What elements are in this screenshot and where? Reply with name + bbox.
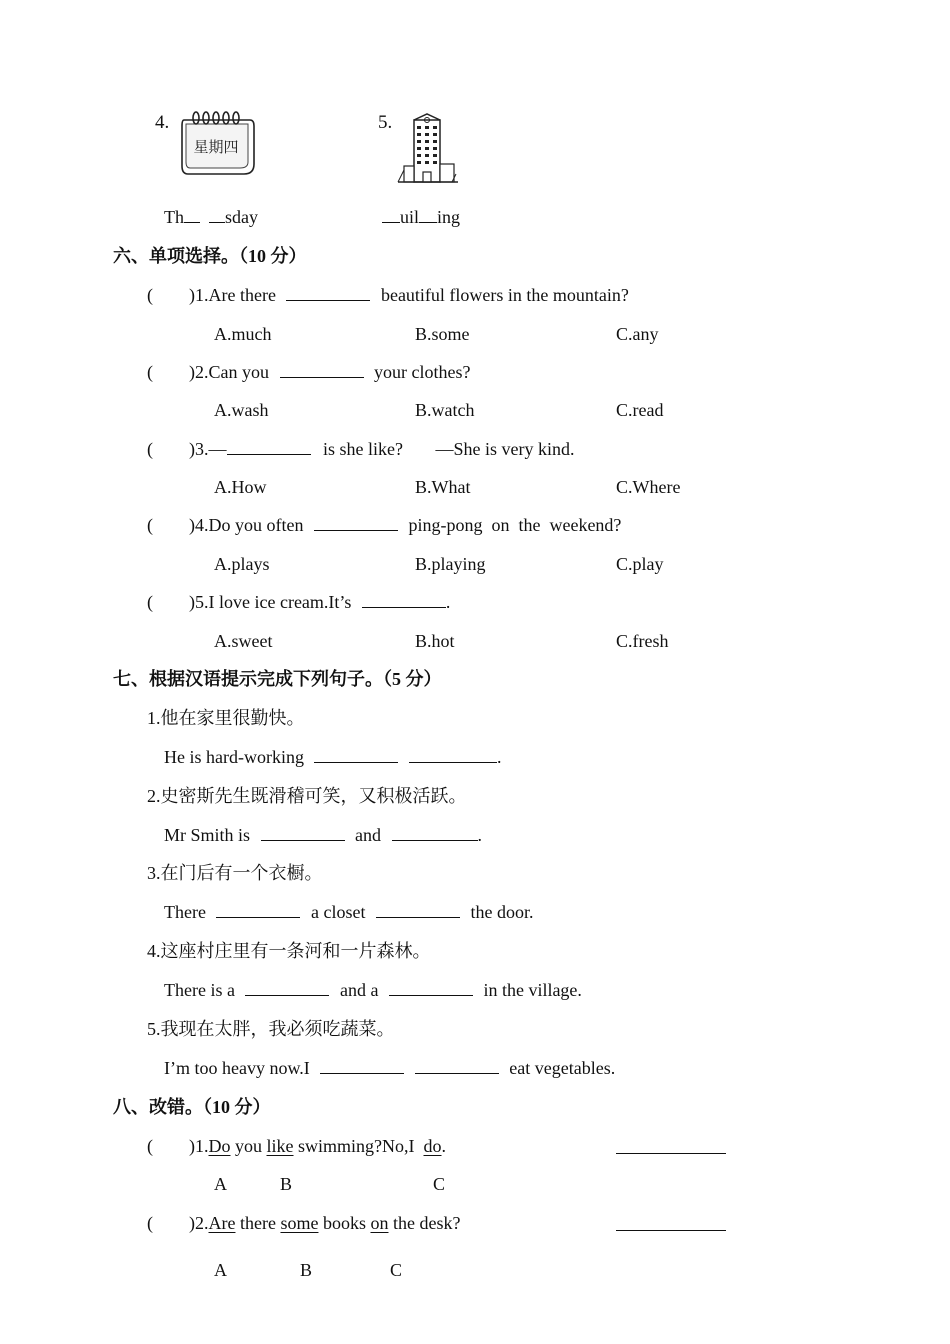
question-text: )1.Are there (189, 285, 276, 305)
english-sentence (164, 1057, 615, 1079)
chinese-prompt: 2.史密斯先生既滑稽可笑，又积极活跃。 (147, 786, 467, 806)
word-fill-building (382, 206, 460, 228)
answer-blank[interactable] (314, 746, 398, 763)
label-b: B (280, 1174, 293, 1194)
option-b[interactable]: B.What (415, 477, 471, 497)
word-fill-thursday (164, 206, 258, 228)
word-part: Th (164, 207, 184, 227)
sentence-text: . (477, 825, 483, 845)
chinese-prompt: 3.在门后有一个衣橱。 (147, 863, 323, 883)
question-text: )2.Can you (189, 362, 269, 382)
word-part: sday (225, 207, 258, 227)
sentence-text: and (355, 825, 382, 845)
label-b: B (300, 1260, 313, 1280)
option-c[interactable]: C.Where (616, 477, 681, 497)
question-text: you (230, 1136, 267, 1156)
question-text: . (441, 1136, 446, 1156)
answer-blank[interactable] (376, 901, 460, 918)
question-number: )2. (189, 1213, 209, 1233)
option-a[interactable]: A.much (214, 324, 272, 344)
answer-paren[interactable]: ( (147, 515, 153, 535)
question-8-1 (147, 1135, 446, 1157)
question-text: is she like? (323, 439, 403, 459)
english-sentence (164, 824, 482, 846)
question-6-4 (147, 514, 621, 536)
underlined-word-b: like (266, 1136, 294, 1156)
question-number: )1. (189, 1136, 209, 1156)
underlined-word-c: do (423, 1136, 442, 1156)
sentence-text: I’m too heavy now.I (164, 1058, 310, 1078)
question-text: books (318, 1213, 371, 1233)
chinese-prompt: 4.这座村庄里有一条河和一片森林。 (147, 941, 431, 961)
sentence-text: . (496, 747, 502, 767)
picture-number-5: 5. (378, 112, 393, 133)
answer-blank[interactable] (389, 979, 473, 996)
question-text: your clothes? (374, 362, 471, 382)
letter-blank[interactable] (419, 206, 437, 223)
option-c[interactable]: C.read (616, 400, 664, 420)
option-a[interactable]: A.How (214, 477, 267, 497)
underlined-word-a: Are (208, 1213, 236, 1233)
answer-paren[interactable]: ( (147, 285, 153, 305)
answer-paren[interactable]: ( (147, 362, 153, 382)
question-6-1 (147, 284, 629, 306)
letter-blank[interactable] (382, 206, 400, 223)
sentence-text: and a (339, 980, 379, 1000)
english-sentence (164, 746, 501, 768)
option-b[interactable]: B.some (415, 324, 470, 344)
question-6-3 (147, 438, 574, 460)
question-text: )4.Do you often (189, 515, 304, 535)
answer-blank[interactable] (245, 979, 329, 996)
sentence-text: There is a (164, 980, 235, 1000)
letter-blank[interactable] (209, 206, 225, 223)
question-text: the desk? (388, 1213, 461, 1233)
picture-number-4: 4. (155, 112, 170, 133)
label-c: C (390, 1260, 403, 1280)
question-text: beautiful flowers in the mountain? (380, 285, 629, 305)
answer-blank[interactable] (227, 438, 311, 455)
option-b[interactable]: B.playing (415, 554, 486, 574)
english-sentence (164, 901, 533, 923)
sentence-text: Mr Smith is (164, 825, 251, 845)
answer-blank[interactable] (280, 361, 364, 378)
letter-blank[interactable] (184, 206, 200, 223)
question-text: )3.— (189, 439, 227, 459)
option-b[interactable]: B.watch (415, 400, 475, 420)
answer-blank[interactable] (261, 824, 345, 841)
answer-blank[interactable] (362, 591, 446, 608)
option-c[interactable]: C.any (616, 324, 659, 344)
answer-blank[interactable] (216, 901, 300, 918)
option-a[interactable]: A.sweet (214, 631, 273, 651)
label-a: A (214, 1260, 227, 1280)
question-6-5 (147, 591, 450, 613)
section-6-title: 六、单项选择。（10 分） (113, 246, 307, 266)
underlined-word-c: on (370, 1213, 389, 1233)
building-icon (396, 112, 460, 186)
question-text: ping-pong on the weekend? (408, 515, 622, 535)
answer-paren[interactable]: ( (147, 1213, 153, 1233)
sentence-text: He is hard-working (164, 747, 304, 767)
english-sentence (164, 979, 582, 1001)
calendar-label: 星期四 (193, 138, 239, 156)
chinese-prompt: 1.他在家里很勤快。 (147, 708, 305, 728)
sentence-text: eat vegetables. (509, 1058, 616, 1078)
question-response: —She is very kind. (435, 439, 575, 459)
option-a[interactable]: A.wash (214, 400, 269, 420)
sentence-text: There (164, 902, 206, 922)
question-6-2 (147, 361, 470, 383)
correction-blank[interactable] (616, 1214, 726, 1231)
option-c[interactable]: C.play (616, 554, 664, 574)
option-a[interactable]: A.plays (214, 554, 270, 574)
word-part: ing (437, 207, 461, 227)
question-8-2 (147, 1212, 460, 1234)
calendar-picture (178, 108, 258, 180)
underlined-word-a: Do (208, 1136, 231, 1156)
answer-paren[interactable]: ( (147, 439, 153, 459)
sentence-text: the door. (470, 902, 534, 922)
question-text: swimming?No,I (293, 1136, 424, 1156)
label-a: A (214, 1174, 227, 1194)
label-c: C (433, 1174, 446, 1194)
answer-blank[interactable] (320, 1057, 404, 1074)
option-c[interactable]: C.fresh (616, 631, 669, 651)
answer-blank[interactable] (415, 1057, 499, 1074)
question-text: )5.I love ice cream.It’s (189, 592, 352, 612)
word-part: uil (400, 207, 420, 227)
question-text: . (445, 592, 451, 612)
answer-paren[interactable]: ( (147, 1136, 153, 1156)
section-7-title: 七、根据汉语提示完成下列句子。（5 分） (113, 669, 442, 689)
sentence-text: a closet (310, 902, 366, 922)
section-8-title: 八、改错。（10 分） (113, 1097, 271, 1117)
chinese-prompt: 5.我现在太胖，我必须吃蔬菜。 (147, 1019, 395, 1039)
question-text: there (235, 1213, 281, 1233)
option-b[interactable]: B.hot (415, 631, 455, 651)
correction-blank[interactable] (616, 1137, 726, 1154)
answer-blank[interactable] (314, 514, 398, 531)
answer-paren[interactable]: ( (147, 592, 153, 612)
answer-blank[interactable] (286, 284, 370, 301)
underlined-word-b: some (280, 1213, 319, 1233)
answer-blank[interactable] (392, 824, 478, 841)
answer-blank[interactable] (409, 746, 497, 763)
sentence-text: in the village. (483, 980, 582, 1000)
